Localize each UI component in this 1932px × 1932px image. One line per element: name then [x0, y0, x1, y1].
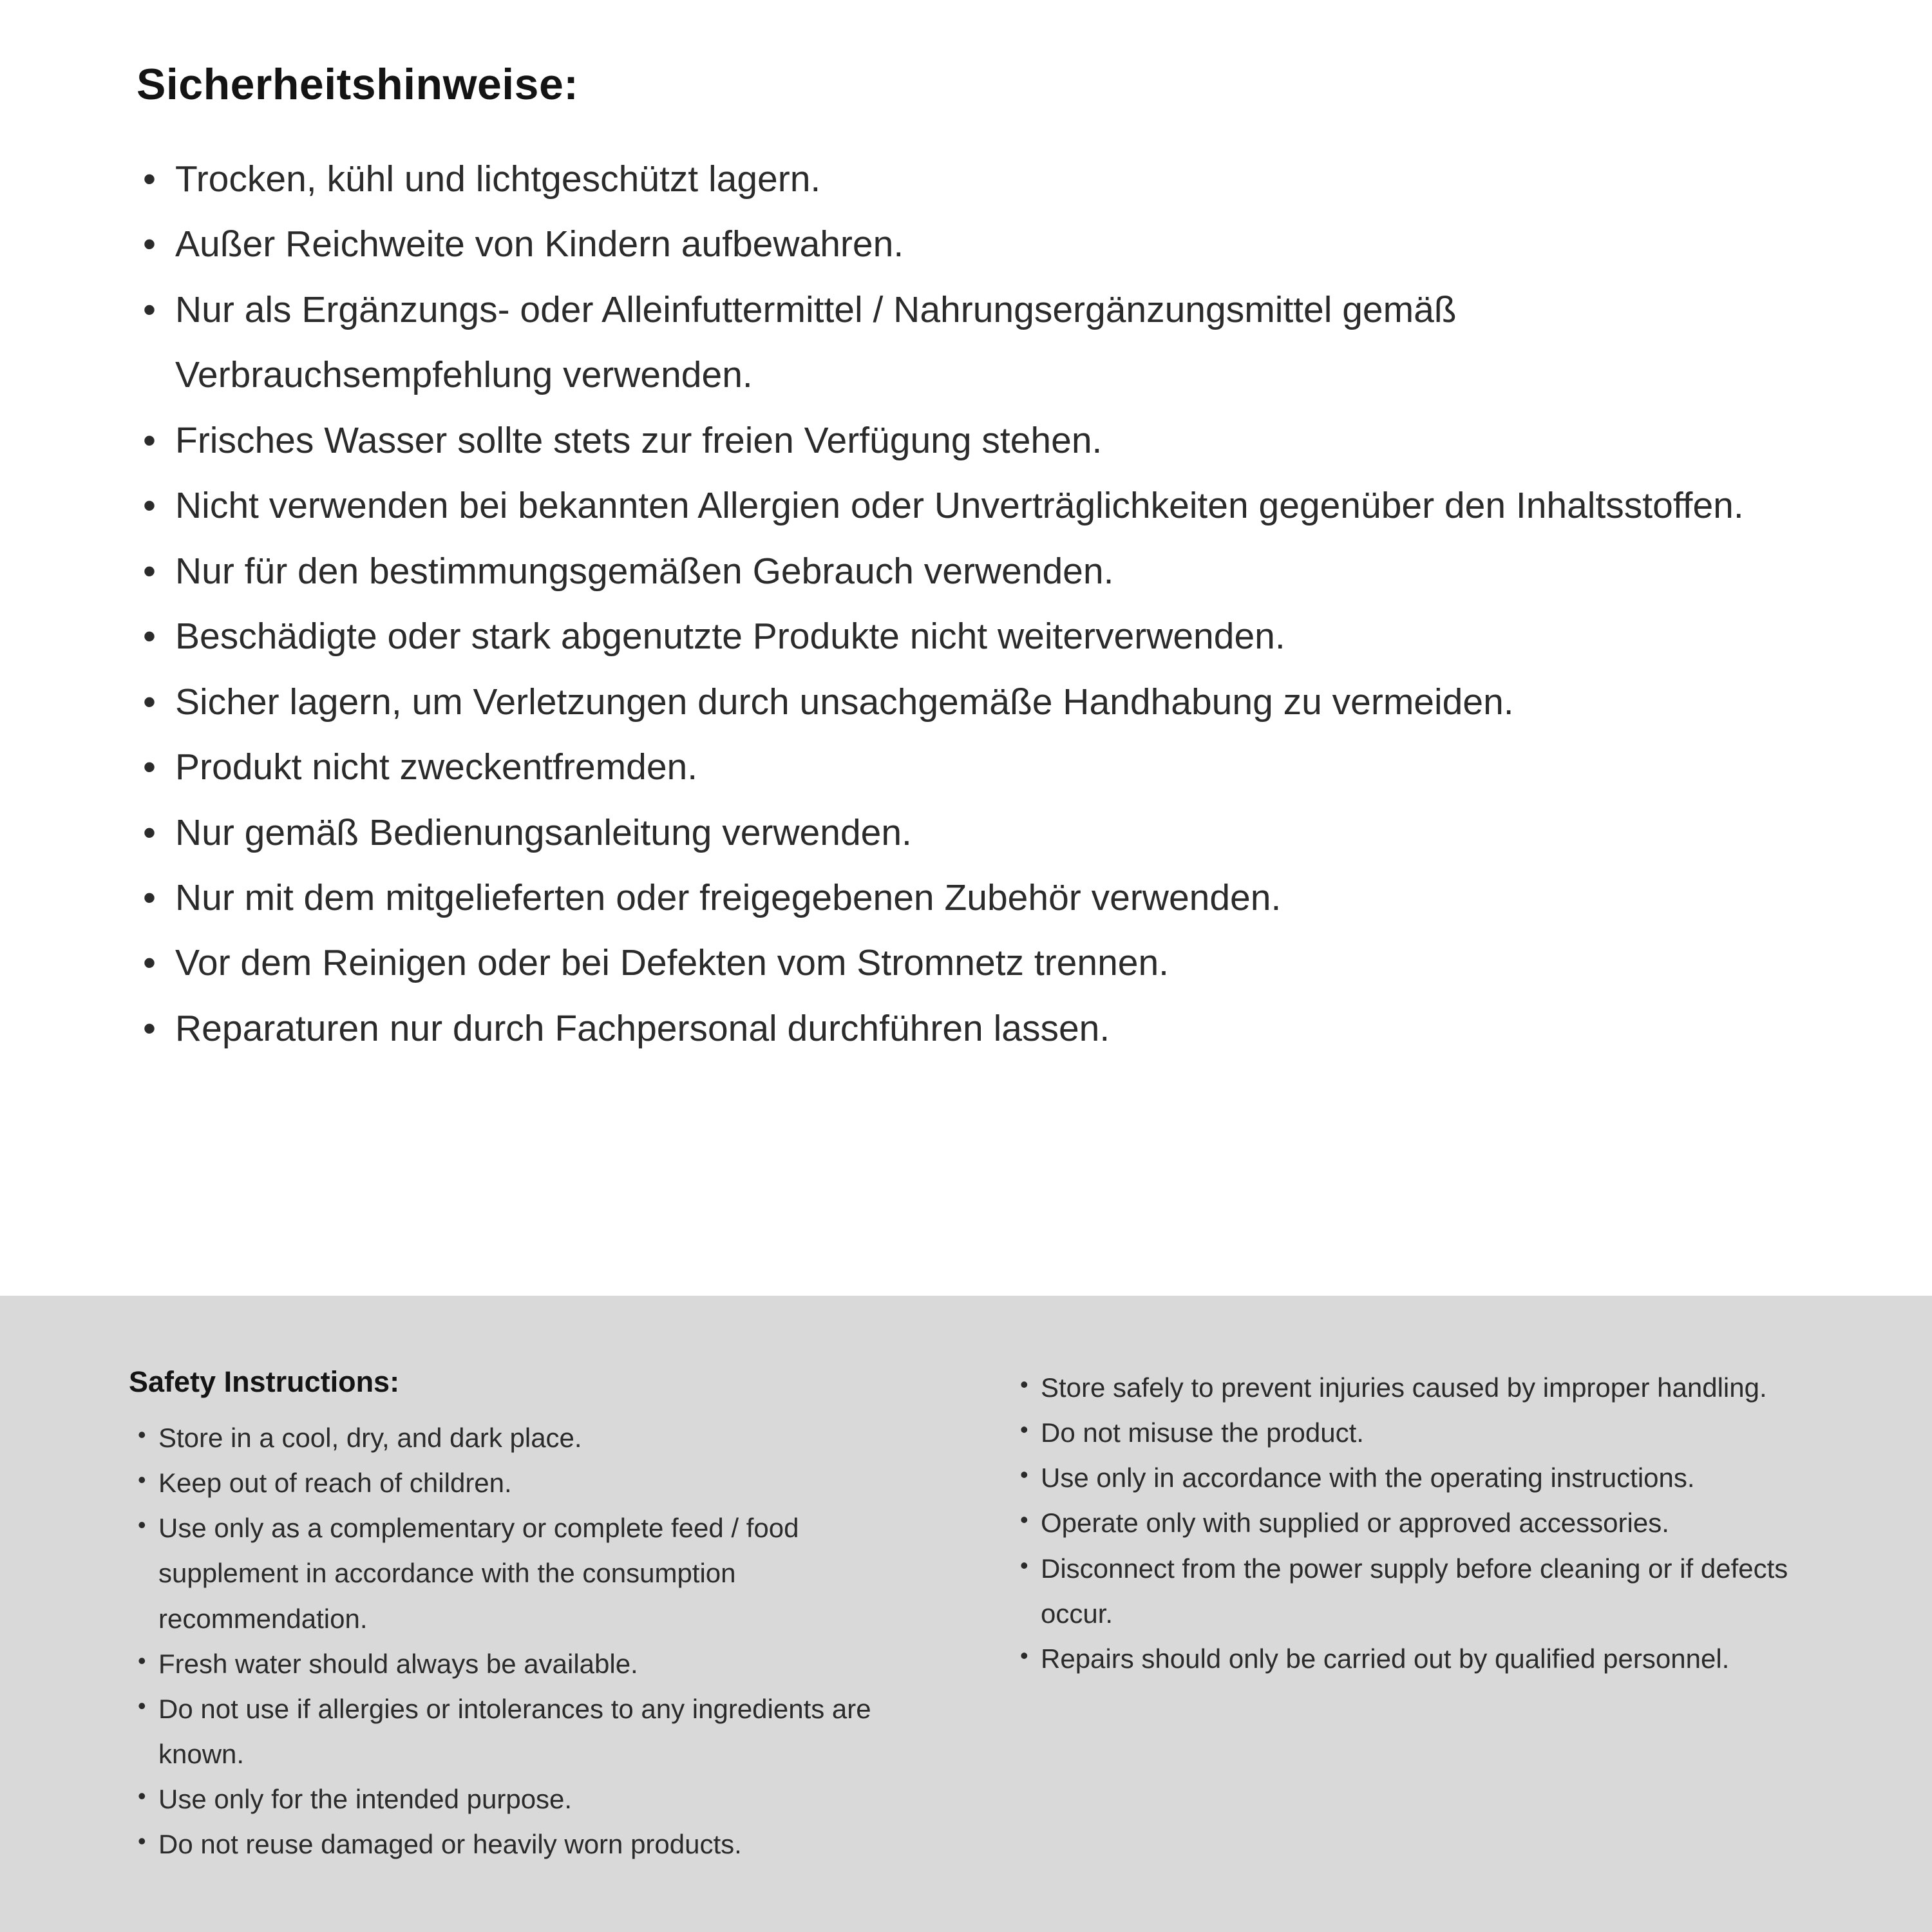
list-item: • Vor dem Reinigen oder bei Defekten vom Stromnetz trennen.	[137, 931, 1823, 996]
german-section-title: Sicherheitshinweise:	[137, 60, 579, 109]
list-item: • Do not reuse damaged or heavily worn products.	[129, 1822, 914, 1867]
list-item: • Produkt nicht zweckentfremden.	[137, 735, 1823, 800]
list-item: • Operate only with supplied or approved accessories.	[1011, 1501, 1797, 1546]
list-item: • Use only for the intended purpose.	[129, 1777, 914, 1822]
list-item: • Sicher lagern, um Verletzungen durch unsachgemäße Handhabung zu vermeiden.	[137, 670, 1823, 735]
list-item: • Nur gemäß Bedienungsanleitung verwenden.	[137, 800, 1823, 866]
english-safety-list-right	[1011, 1365, 1797, 1681]
list-item: • Use only in accordance with the operating instructions.	[1011, 1455, 1797, 1501]
list-item: • Beschädigte oder stark abgenutzte Produkte nicht weiterverwenden.	[137, 604, 1823, 669]
english-safety-section	[0, 1296, 1932, 1932]
list-item: • Außer Reichweite von Kindern aufbewahren.	[137, 212, 1823, 277]
list-item: • Do not use if allergies or intolerances to any ingredients are known.	[129, 1687, 914, 1777]
english-section-title: Safety Instructions:	[129, 1365, 400, 1398]
list-item: • Nur mit dem mitgelieferten oder freigegebenen Zubehör verwenden.	[137, 866, 1823, 931]
list-item: • Nur als Ergänzungs- oder Alleinfuttermittel / Nahrungsergänzungsmittel gemäß Verbrauchsempfehlung verwenden.	[137, 278, 1823, 408]
english-right-column	[1011, 1365, 1797, 1893]
list-item: • Repairs should only be carried out by qualified personnel.	[1011, 1636, 1797, 1681]
list-item: • Store in a cool, dry, and dark place.	[129, 1416, 914, 1461]
list-item: • Nur für den bestimmungsgemäßen Gebrauch verwenden.	[137, 539, 1823, 604]
list-item: • Trocken, kühl und lichtgeschützt lagern.	[137, 147, 1823, 212]
list-item: • Reparaturen nur durch Fachpersonal durchführen lassen.	[137, 996, 1823, 1061]
list-item: • Disconnect from the power supply before cleaning or if defects occur.	[1011, 1546, 1797, 1636]
list-item: • Nicht verwenden bei bekannten Allergien oder Unverträglichkeiten gegenüber den Inhaltsstoffen.	[137, 473, 1823, 538]
list-item: • Frisches Wasser sollte stets zur freien Verfügung stehen.	[137, 408, 1823, 473]
list-item: • Keep out of reach of children.	[129, 1461, 914, 1506]
english-safety-list-left	[129, 1416, 914, 1867]
list-item: • Use only as a complementary or complete feed / food supplement in accordance with the consumption recommendation.	[129, 1506, 914, 1641]
german-safety-list	[137, 147, 1823, 1061]
list-item: • Store safely to prevent injuries caused by improper handling.	[1011, 1365, 1797, 1410]
list-item: • Do not misuse the product.	[1011, 1410, 1797, 1455]
list-item: • Fresh water should always be available.	[129, 1642, 914, 1687]
english-left-column	[129, 1365, 914, 1893]
